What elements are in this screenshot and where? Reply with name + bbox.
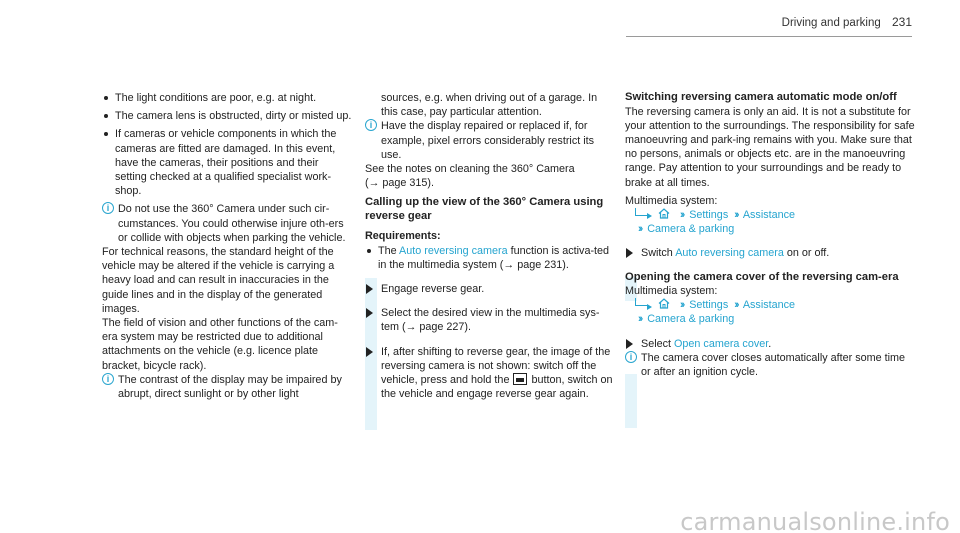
info-icon: i: [102, 373, 114, 385]
section-heading: Opening the camera cover of the reversing cam-era: [625, 270, 899, 283]
path-arrow-icon: [635, 298, 647, 306]
open-camera-cover-link[interactable]: Open camera cover: [674, 337, 769, 350]
step-text: Switch: [641, 247, 673, 260]
menu-path: [625, 222, 915, 236]
info-icon: i: [102, 202, 114, 214]
step-item: [625, 337, 915, 351]
section-heading: Calling up the view of the 360° Camera using reverse gear: [365, 196, 604, 222]
home-icon[interactable]: [658, 208, 670, 219]
list-item: The light conditions are poor, e.g. at night.: [102, 91, 352, 105]
auto-reversing-camera-link[interactable]: Auto reversing camera: [675, 247, 784, 260]
menu-camera-parking[interactable]: Camera & parking: [647, 223, 735, 236]
step-text: If, after shifting to reverse gear, the image of the reversing camera is not shown: switch off the vehicle, press and hold the: [381, 345, 611, 387]
note-text: The camera cover closes automatically after some time or after an ignition cycle.: [641, 351, 906, 379]
section-title: Driving and parking: [781, 17, 881, 29]
step-arrow-icon: [366, 308, 373, 318]
paragraph: The field of vision and other functions of the cam-era system may be restricted due to additional attachments on the vehicle (e.g. licence plate bracket, bicycle rack).: [102, 317, 338, 372]
paragraph: The reversing camera is only an aid. It is not a substitute for your attention to the surroundings. The responsibility for safe manoeuvring and park-ing remains with you. Make sure that no persons, animals or objects etc. are in the manoeuvring range. Pay attention to your surroundings and be ready to brake at all times.: [625, 105, 915, 189]
menu-assistance[interactable]: Assistance: [742, 208, 796, 221]
auto-reversing-camera-link[interactable]: Auto reversing camera: [399, 244, 508, 257]
chevron-right-icon: ››: [638, 223, 642, 236]
requirements-label: Requirements:: [365, 230, 441, 243]
info-icon: i: [625, 351, 637, 363]
continued-text: sources, e.g. when driving out of a garage. In this case, pay particular attention.: [381, 92, 598, 119]
watermark: carmanualsonline.info: [680, 507, 950, 533]
column-right: [625, 91, 915, 379]
chevron-right-icon: ››: [734, 208, 738, 221]
chevron-right-icon: ››: [638, 313, 642, 326]
menu-settings[interactable]: Settings: [689, 299, 729, 312]
list-item: If cameras or vehicle components in which the cameras are fitted are damaged. In this event, have the cameras, their positions and their setting checked at a qualified specialist work-shop.: [102, 127, 352, 198]
path-arrow-icon: [635, 208, 647, 216]
step-item: [365, 306, 613, 334]
step-text: on or off.: [786, 247, 830, 260]
chevron-right-icon: ››: [680, 299, 684, 312]
menu-camera-parking[interactable]: Camera & parking: [647, 313, 735, 326]
home-icon[interactable]: [658, 298, 670, 309]
req-text: The: [378, 244, 397, 257]
step-text: button, switch on the vehicle and engage reverse gear again.: [381, 374, 613, 401]
step-arrow-icon: [626, 248, 633, 258]
step-text: .: [768, 337, 772, 350]
step-arrow-icon: [626, 339, 633, 349]
step-item: [365, 345, 613, 402]
note-block: [102, 373, 352, 401]
page-header: [782, 15, 912, 30]
page-reference[interactable]: (→ page 315).: [365, 177, 435, 190]
step-text: Select: [641, 337, 672, 350]
menu-assistance[interactable]: Assistance: [742, 299, 796, 312]
camera-button-icon: [513, 373, 527, 385]
step-arrow-icon: [366, 284, 373, 294]
see-reference: [365, 162, 613, 190]
see-text: See the notes on cleaning the 360° Camera: [365, 163, 575, 176]
step-item: [625, 246, 915, 260]
column-left: [102, 91, 352, 401]
menu-path: [625, 312, 915, 326]
chevron-right-icon: ››: [734, 299, 738, 312]
note-block: [102, 202, 352, 245]
menu-settings[interactable]: Settings: [689, 208, 729, 221]
note-block: [625, 351, 915, 379]
column-middle: [365, 91, 613, 401]
note-text: Have the display repaired or replaced if, for example, pixel errors considerably restrict its use.: [381, 120, 595, 161]
req-text: function is activa-ted in the multimedia system (→ page 231).: [378, 244, 610, 271]
step-text: Select the desired view in the multimedia sys-tem (→ page 227).: [381, 307, 600, 334]
requirement-item: [365, 244, 613, 272]
section-heading: Switching reversing camera automatic mode on/off: [625, 91, 897, 103]
multimedia-label: Multimedia system:: [625, 194, 718, 207]
header-divider: [626, 36, 912, 37]
note-text: Do not use the 360° Camera under such cir-cumstances. You could otherwise injure oth-ers or collide with objects when parking the vehicle.: [118, 203, 346, 244]
multimedia-label: Multimedia system:: [625, 285, 718, 298]
step-band: [625, 374, 637, 428]
note-text: The contrast of the display may be impaired by abrupt, direct sunlight or by other light: [118, 373, 342, 401]
note-block: [365, 119, 613, 162]
page-number: 231: [891, 15, 912, 29]
menu-path: [625, 298, 915, 312]
step-item: [365, 282, 613, 296]
menu-path: [625, 208, 915, 222]
step-text: Engage reverse gear.: [381, 283, 485, 296]
step-arrow-icon: [366, 347, 373, 357]
chevron-right-icon: ››: [680, 208, 684, 221]
list-item: The camera lens is obstructed, dirty or misted up.: [102, 109, 352, 123]
info-icon: i: [365, 119, 377, 131]
paragraph: For technical reasons, the standard height of the vehicle may be altered if the vehicle is carrying a heavy load and can result in inaccuracies in the guide lines and in the display of the generated images.: [102, 246, 335, 315]
